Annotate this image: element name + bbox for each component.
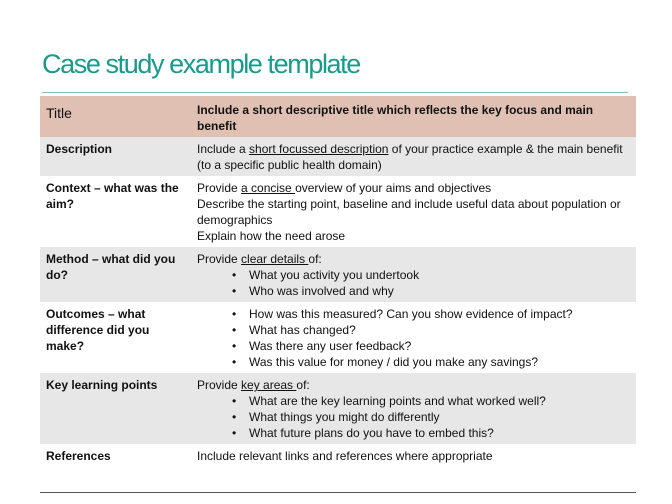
bullet-item: • What has changed?: [249, 322, 630, 338]
row-description: [191, 302, 636, 373]
text-line: Explain how the need arose: [197, 229, 346, 243]
table-row-key-learning: [40, 373, 636, 444]
text-line: [197, 377, 630, 393]
bullet-item: • How was this measured? Can you show evidence of impact?: [249, 306, 630, 322]
bullet-item: • What future plans do you have to embed this?: [249, 425, 630, 441]
underlined-text: a concise: [241, 181, 296, 195]
table-row-references: [40, 444, 636, 467]
text-suffix: overview of your aims and objectives: [295, 181, 492, 195]
row-label: Method – what did you do?: [40, 247, 191, 302]
row-description: Include a short descriptive title which reflects the key focus and main benefit: [191, 96, 636, 137]
bullet-list: [197, 306, 630, 370]
bullet-item: • Who was involved and why: [249, 283, 630, 299]
table-row-title: [40, 96, 636, 137]
text-prefix: Provide: [197, 181, 242, 195]
bullet-list: [197, 267, 630, 299]
table-row-method: [40, 247, 636, 302]
row-description: [191, 247, 636, 302]
underlined-text: short focussed description: [249, 142, 389, 156]
bullet-item: • What you activity you undertook: [249, 267, 630, 283]
text-suffix: of:: [296, 378, 310, 392]
row-label: Outcomes – what difference did you make?: [40, 302, 191, 373]
text-prefix: Include a: [197, 142, 250, 156]
bottom-divider: [40, 492, 636, 493]
text-suffix: of your practice example & the main benefit (to a specific public health domain): [197, 142, 623, 172]
row-description: Include relevant links and references where appropriate: [191, 444, 636, 467]
bullet-item: • Was there any user feedback?: [249, 338, 630, 354]
table-row-context: [40, 176, 636, 247]
row-description: [191, 176, 636, 247]
page-title: Case study example template: [42, 49, 360, 79]
underlined-text: key areas: [241, 378, 297, 392]
text-line: [197, 251, 630, 267]
row-label: Context – what was the aim?: [40, 176, 191, 247]
text-line: Describe the starting point, baseline and include useful data about population or demographics: [197, 197, 621, 227]
text-line: [197, 180, 630, 196]
table-row-description: [40, 137, 636, 176]
text-suffix: of:: [308, 252, 322, 266]
row-label: Key learning points: [40, 373, 191, 444]
table-row-outcomes: [40, 302, 636, 373]
bullet-item: • What are the key learning points and what worked well?: [249, 393, 630, 409]
row-label: Description: [40, 137, 191, 176]
text-prefix: Provide: [197, 378, 242, 392]
bullet-item: • Was this value for money / did you make any savings?: [249, 354, 630, 370]
text-prefix: Provide: [197, 252, 242, 266]
bullet-list: [197, 393, 630, 441]
title-divider: [42, 92, 628, 93]
row-description: [191, 137, 636, 176]
underlined-text: clear details: [241, 252, 309, 266]
bullet-item: • What things you might do differently: [249, 409, 630, 425]
row-label: Title: [40, 96, 191, 137]
row-label: References: [40, 444, 191, 467]
row-description: [191, 373, 636, 444]
case-study-table: [40, 96, 636, 467]
